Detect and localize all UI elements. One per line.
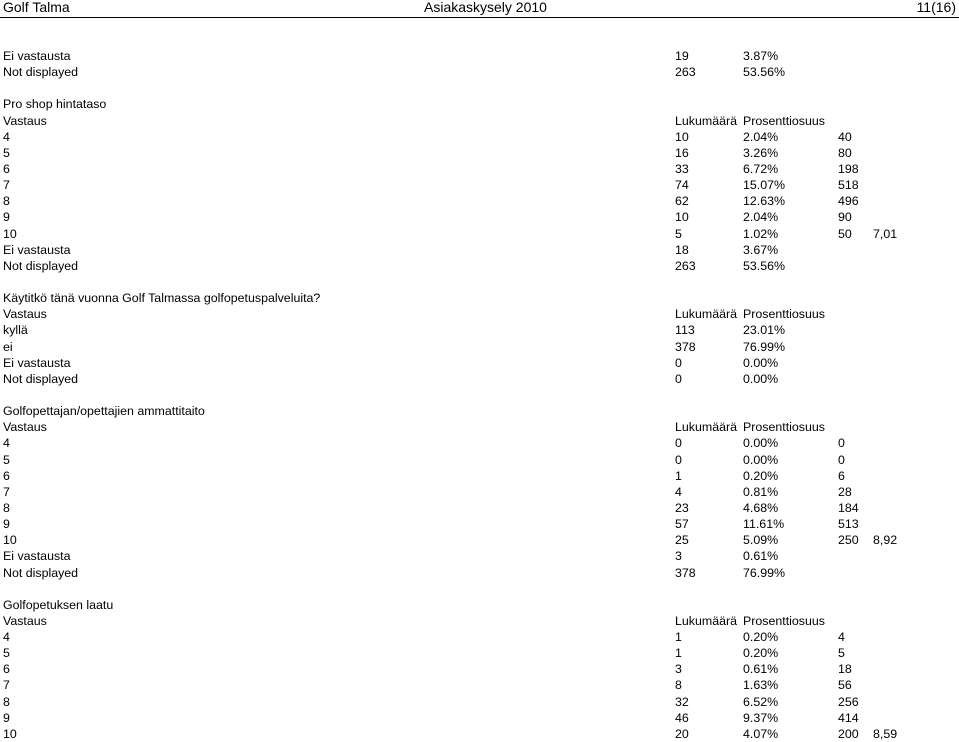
answer-label: 7	[3, 678, 10, 693]
answer-label: 4	[3, 630, 10, 645]
weighted-value: 0	[838, 452, 845, 467]
answer-percentage: Prosenttiosuus	[743, 113, 825, 128]
answer-label: 5	[3, 646, 10, 661]
weighted-value: 80	[838, 145, 852, 160]
answer-percentage: 4.68%	[743, 500, 779, 515]
answer-percentage: 3.26%	[743, 145, 779, 160]
answer-label: ei	[3, 339, 13, 354]
answer-count: 16	[675, 145, 689, 160]
answer-count: 113	[675, 323, 695, 338]
question-title: Golfopettajan/opettajien ammattitaito	[3, 404, 205, 419]
header-page-number: 11(16)	[916, 0, 956, 15]
page-header	[0, 0, 959, 17]
table-row	[0, 677, 959, 693]
answer-percentage: 76.99%	[743, 339, 786, 354]
answer-count: 57	[675, 517, 689, 532]
answer-label: 6	[3, 161, 10, 176]
weighted-value: 496	[838, 194, 859, 209]
section-spacer	[0, 80, 959, 96]
survey-section	[0, 48, 959, 80]
answer-count: Lukumäärä	[675, 613, 737, 628]
answer-label: 5	[3, 452, 10, 467]
answer-label: Not displayed	[3, 258, 79, 273]
answer-percentage: 0.81%	[743, 484, 779, 499]
answer-count: 74	[675, 178, 689, 193]
answer-count: 0	[675, 371, 682, 386]
survey-section	[0, 597, 959, 742]
question-title: Pro shop hintataso	[3, 97, 107, 112]
survey-section	[0, 403, 959, 581]
answer-label: kyllä	[3, 323, 28, 338]
table-row	[0, 435, 959, 451]
table-row	[0, 645, 959, 661]
weighted-value: 0	[838, 436, 845, 451]
answer-percentage: 0.20%	[743, 630, 779, 645]
table-row	[0, 484, 959, 500]
answer-percentage: 1.02%	[743, 226, 779, 241]
table-row	[0, 242, 959, 258]
table-header-row	[0, 419, 959, 435]
answer-label: 8	[3, 500, 10, 515]
answer-percentage: 0.00%	[743, 452, 779, 467]
answer-count: 5	[675, 226, 682, 241]
answer-count: 46	[675, 710, 689, 725]
answer-label: Vastaus	[3, 613, 47, 628]
answer-label: Not displayed	[3, 371, 79, 386]
question-title: Golfopetuksen laatu	[3, 597, 114, 612]
answer-label: 6	[3, 468, 10, 483]
header-org-name: Golf Talma	[3, 0, 70, 15]
table-row	[0, 322, 959, 338]
table-row	[0, 500, 959, 516]
answer-count: 20	[675, 726, 689, 741]
answer-count: 0	[675, 355, 682, 370]
answer-count: 10	[675, 129, 689, 144]
table-header-row	[0, 113, 959, 129]
answer-label: Ei vastausta	[3, 355, 71, 370]
survey-section	[0, 290, 959, 387]
table-row	[0, 726, 959, 742]
header-document-title: Asiakaskysely 2010	[424, 0, 547, 15]
table-row	[0, 355, 959, 371]
answer-count: 3	[675, 662, 682, 677]
answer-percentage: 0.61%	[743, 549, 779, 564]
table-header-row	[0, 306, 959, 322]
answer-percentage: 23.01%	[743, 323, 786, 338]
answer-label: 4	[3, 129, 10, 144]
answer-percentage: 0.61%	[743, 662, 779, 677]
section-spacer	[0, 387, 959, 403]
table-row	[0, 371, 959, 387]
weighted-value: 184	[838, 500, 859, 515]
table-row	[0, 565, 959, 581]
table-row	[0, 468, 959, 484]
table-row	[0, 209, 959, 225]
weighted-value: 256	[838, 694, 859, 709]
answer-percentage: 6.72%	[743, 161, 779, 176]
section-spacer	[0, 274, 959, 290]
answer-label: 10	[3, 533, 17, 548]
answer-percentage: 9.37%	[743, 710, 779, 725]
answer-label: Not displayed	[3, 565, 79, 580]
answer-count: 1	[675, 468, 682, 483]
weighted-value: 513	[838, 517, 859, 532]
table-row	[0, 339, 959, 355]
table-row	[0, 177, 959, 193]
question-title: Käytitkö tänä vuonna Golf Talmassa golfopetuspalveluita?	[3, 291, 321, 306]
answer-count: 0	[675, 452, 682, 467]
table-row	[0, 516, 959, 532]
answer-percentage: 12.63%	[743, 194, 786, 209]
table-header-row	[0, 613, 959, 629]
weighted-value: 198	[838, 161, 859, 176]
answer-percentage: 4.07%	[743, 726, 779, 741]
answer-label: 5	[3, 145, 10, 160]
answer-percentage: 0.00%	[743, 371, 779, 386]
answer-count: 8	[675, 678, 682, 693]
table-row	[0, 161, 959, 177]
answer-count: 33	[675, 161, 689, 176]
answer-count: 32	[675, 694, 689, 709]
table-row	[0, 48, 959, 64]
answer-percentage: 6.52%	[743, 694, 779, 709]
answer-label: Ei vastausta	[3, 242, 71, 257]
answer-label: 4	[3, 436, 10, 451]
answer-label: 9	[3, 210, 10, 225]
answer-count: Lukumäärä	[675, 307, 737, 322]
answer-percentage: 3.67%	[743, 242, 779, 257]
survey-section	[0, 96, 959, 274]
table-row	[0, 661, 959, 677]
weighted-value: 200	[838, 726, 859, 741]
answer-percentage: 11.61%	[743, 517, 785, 532]
table-row	[0, 226, 959, 242]
header-divider	[0, 17, 959, 18]
answer-percentage: 3.87%	[743, 49, 779, 63]
answer-label: Ei vastausta	[3, 49, 71, 63]
table-row	[0, 629, 959, 645]
answer-percentage: 0.00%	[743, 436, 779, 451]
answer-label: Ei vastausta	[3, 549, 71, 564]
answer-percentage: 76.99%	[743, 565, 786, 580]
answer-count: 378	[675, 565, 696, 580]
answer-percentage: 53.56%	[743, 258, 786, 273]
weighted-value: 28	[838, 484, 852, 499]
answer-count: 23	[675, 500, 689, 515]
answer-count: 1	[675, 646, 682, 661]
average-score: 8,59	[873, 726, 898, 741]
table-row	[0, 548, 959, 564]
survey-results	[0, 48, 959, 742]
answer-percentage: 5.09%	[743, 533, 779, 548]
answer-percentage: Prosenttiosuus	[743, 307, 825, 322]
answer-count: 3	[675, 549, 682, 564]
answer-label: 7	[3, 484, 10, 499]
table-row	[0, 258, 959, 274]
answer-percentage: Prosenttiosuus	[743, 420, 825, 435]
weighted-value: 40	[838, 129, 852, 144]
answer-percentage: 53.56%	[743, 65, 786, 80]
answer-count: 1	[675, 630, 682, 645]
table-row	[0, 452, 959, 468]
table-row	[0, 129, 959, 145]
weighted-value: 250	[838, 533, 859, 548]
answer-label: 8	[3, 194, 10, 209]
weighted-value: 5	[838, 646, 845, 661]
table-row	[0, 532, 959, 548]
weighted-value: 6	[838, 468, 845, 483]
answer-label: 10	[3, 726, 17, 741]
answer-label: Vastaus	[3, 307, 47, 322]
answer-percentage: 0.20%	[743, 468, 779, 483]
answer-count: 25	[675, 533, 689, 548]
weighted-value: 18	[838, 662, 852, 677]
answer-count: 19	[675, 49, 689, 63]
answer-percentage: Prosenttiosuus	[743, 613, 825, 628]
table-row	[0, 694, 959, 710]
answer-count: 10	[675, 210, 689, 225]
answer-percentage: 2.04%	[743, 210, 779, 225]
average-score: 7,01	[873, 226, 898, 241]
answer-label: 7	[3, 178, 10, 193]
weighted-value: 90	[838, 210, 852, 225]
answer-count: 18	[675, 242, 689, 257]
answer-label: 6	[3, 662, 10, 677]
answer-count: 378	[675, 339, 696, 354]
answer-label: Vastaus	[3, 420, 47, 435]
average-score: 8,92	[873, 533, 898, 548]
answer-label: 9	[3, 710, 10, 725]
section-spacer	[0, 581, 959, 597]
weighted-value: 50	[838, 226, 852, 241]
answer-count: 263	[675, 258, 696, 273]
table-row	[0, 145, 959, 161]
weighted-value: 414	[838, 710, 859, 725]
answer-percentage: 0.20%	[743, 646, 779, 661]
answer-label: 10	[3, 226, 17, 241]
answer-label: 8	[3, 694, 10, 709]
answer-label: Vastaus	[3, 113, 47, 128]
answer-label: Not displayed	[3, 65, 79, 80]
answer-count: 263	[675, 65, 696, 80]
answer-count: Lukumäärä	[675, 113, 737, 128]
answer-percentage: 15.07%	[743, 178, 786, 193]
table-row	[0, 193, 959, 209]
table-row	[0, 710, 959, 726]
table-row	[0, 64, 959, 80]
answer-count: Lukumäärä	[675, 420, 737, 435]
weighted-value: 56	[838, 678, 852, 693]
answer-count: 62	[675, 194, 689, 209]
answer-count: 4	[675, 484, 682, 499]
answer-label: 9	[3, 517, 10, 532]
answer-percentage: 1.63%	[743, 678, 779, 693]
answer-percentage: 0.00%	[743, 355, 779, 370]
weighted-value: 4	[838, 630, 845, 645]
answer-percentage: 2.04%	[743, 129, 779, 144]
answer-count: 0	[675, 436, 682, 451]
weighted-value: 518	[838, 178, 859, 193]
